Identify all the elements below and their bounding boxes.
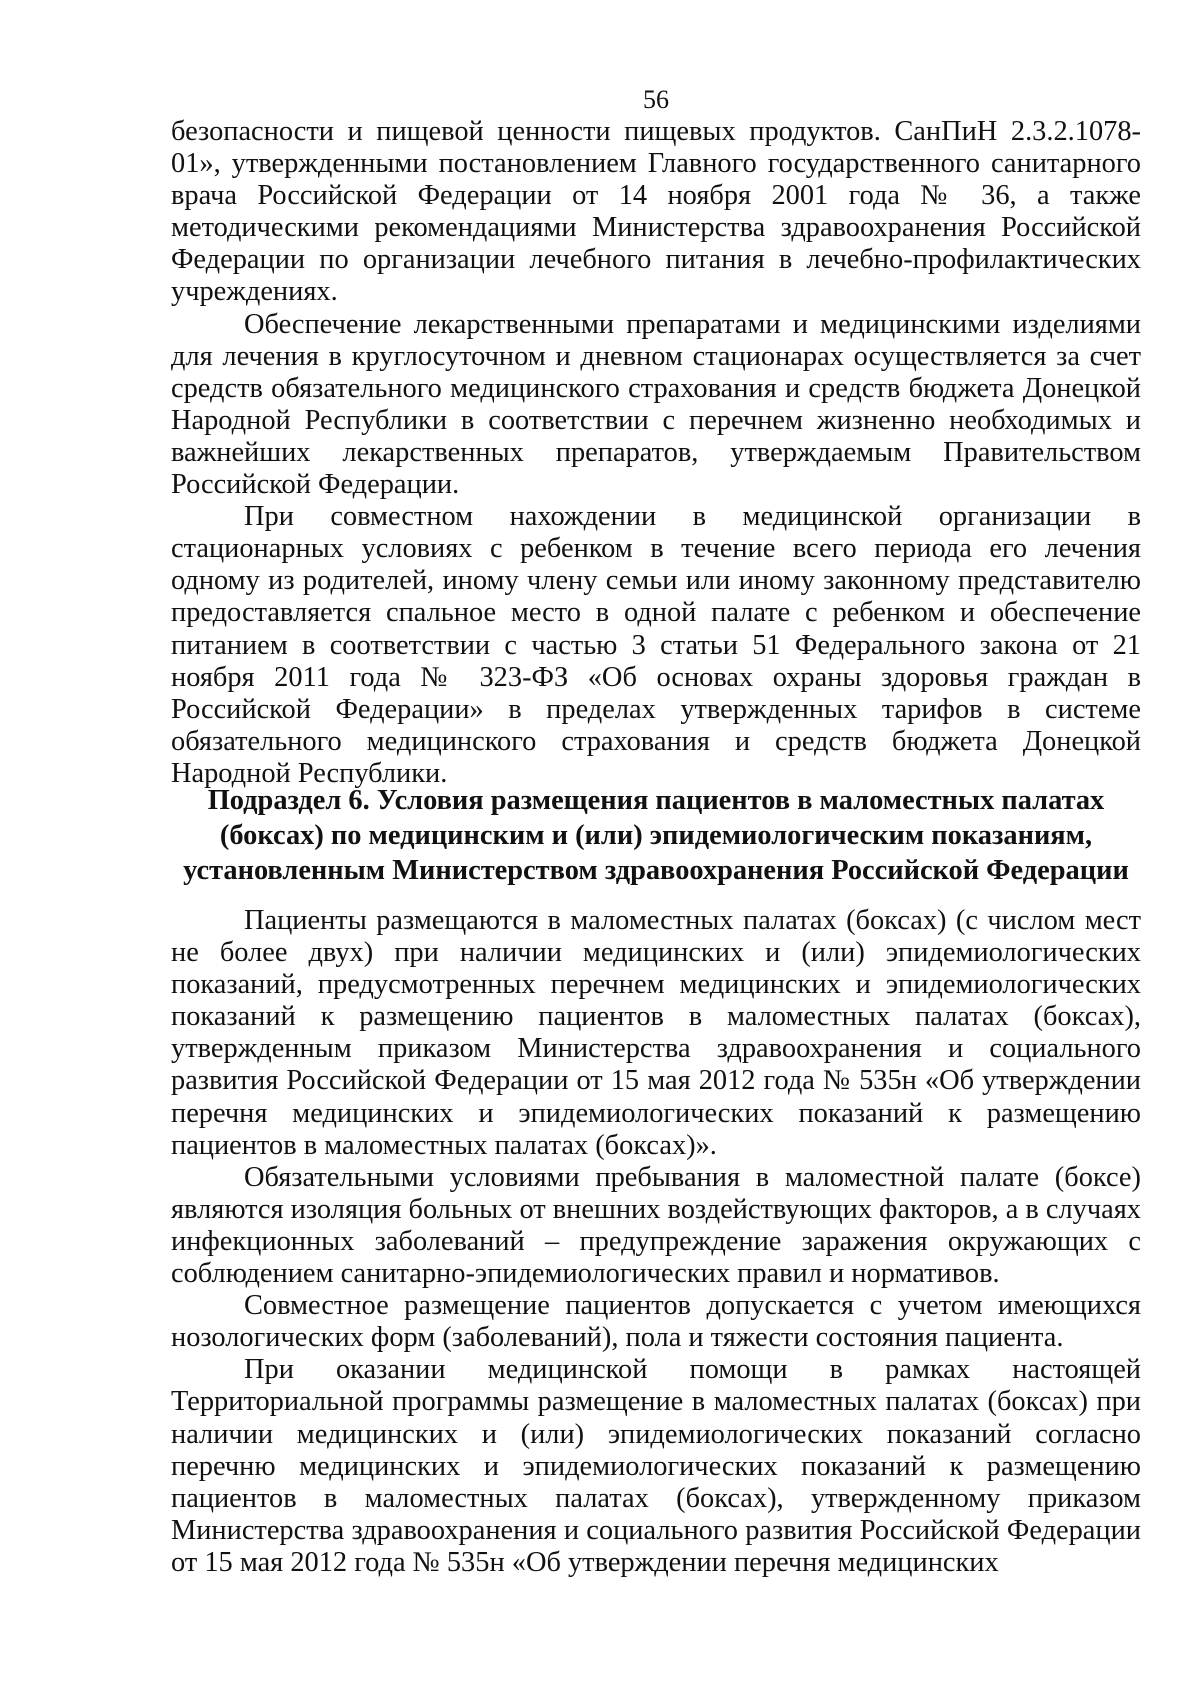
paragraph-isolation-conditions: Обязательными условиями пребывания в маломестной палате (боксе) являются изоляция больных от внешних воздействующих факторов, а в случаях инфекционных заболеваний – предупреждение заражения окружающих с соблюдением санитарно-эпидемиологических правил и нормативов. xyxy=(171,1161,1141,1290)
paragraph-drug-provision: Обеспечение лекарственными препаратами и медицинскими изделиями для лечения в круглосуточном и дневном стационарах осуществляется за счет средств обязательного медицинского страхования и средств бюджета Донецкой Народной Республики в соответствии с перечнем жизненно необходимых и важнейших лекарственных препаратов, утверждаемым Правительством Российской Федерации. xyxy=(171,308,1141,501)
section-heading-line-3: установленным Министерством здравоохранения Российской Федерации xyxy=(183,855,1129,886)
paragraph-continuation: безопасности и пищевой ценности пищевых продуктов. СанПиН 2.3.2.1078-01», утвержденными постановлением Главного государственного санитарного врача Российской Федерации от 14 ноября 2001 года № 36, а также методическими рекомендациями Министерства здравоохранения Российской Федерации по организации лечебного питания в лечебно-профилактических учреждениях. xyxy=(171,116,1141,308)
paragraph-territorial-program: При оказании медицинской помощи в рамках настоящей Территориальной программы размещение в маломестных палатах (боксах) при наличии медицинских и (или) эпидемиологических показаний согласно перечню медицинских и эпидемиологических показаний к размещению пациентов в маломестных палатах (боксах), утвержденному приказом Министерства здравоохранения и социального развития Российской Федерации от 15 мая 2012 года № 535н «Об утверждении перечня медицинских xyxy=(171,1354,1141,1578)
section-heading xyxy=(171,783,1141,888)
section-heading-line-2: (боксах) по медицинским и (или) эпидемиологическим показаниям, xyxy=(219,820,1093,851)
body-text-bottom xyxy=(171,905,1141,1579)
paragraph-placement-criteria: Пациенты размещаются в маломестных палатах (боксах) (с числом мест не более двух) при наличии медицинских и (или) эпидемиологических показаний, предусмотренных перечнем медицинских и эпидемиологических показаний к размещению пациентов в маломестных палатах (боксах), утвержденным приказом Министерства здравоохранения и социального развития Российской Федерации от 15 мая 2012 года № 535н «Об утверждении перечня медицинских и эпидемиологических показаний к размещению пациентов в маломестных палатах (боксах)». xyxy=(171,905,1141,1161)
section-heading-line-1: Подраздел 6. Условия размещения пациентов в маломестных палатах xyxy=(207,785,1105,816)
paragraph-parent-accommodation: При совместном нахождении в медицинской организации в стационарных условиях с ребенком в течение всего периода его лечения одному из родителей, иному члену семьи или иному законному представителю предоставляется спальное место в одной палате с ребенком и обеспечение питанием в соответствии с частью 3 статьи 51 Федерального закона от 21 ноября 2011 года № 323-ФЗ «Об основах охраны здоровья граждан в Российской Федерации» в пределах утвержденных тарифов в системе обязательного медицинского страхования и средств бюджета Донецкой Народной Республики. xyxy=(171,501,1141,789)
paragraph-joint-placement: Совместное размещение пациентов допускается с учетом имеющихся нозологических форм (заболеваний), пола и тяжести состояния пациента. xyxy=(171,1290,1141,1354)
page-number: 56 xyxy=(643,85,669,114)
body-text-top xyxy=(171,116,1141,790)
